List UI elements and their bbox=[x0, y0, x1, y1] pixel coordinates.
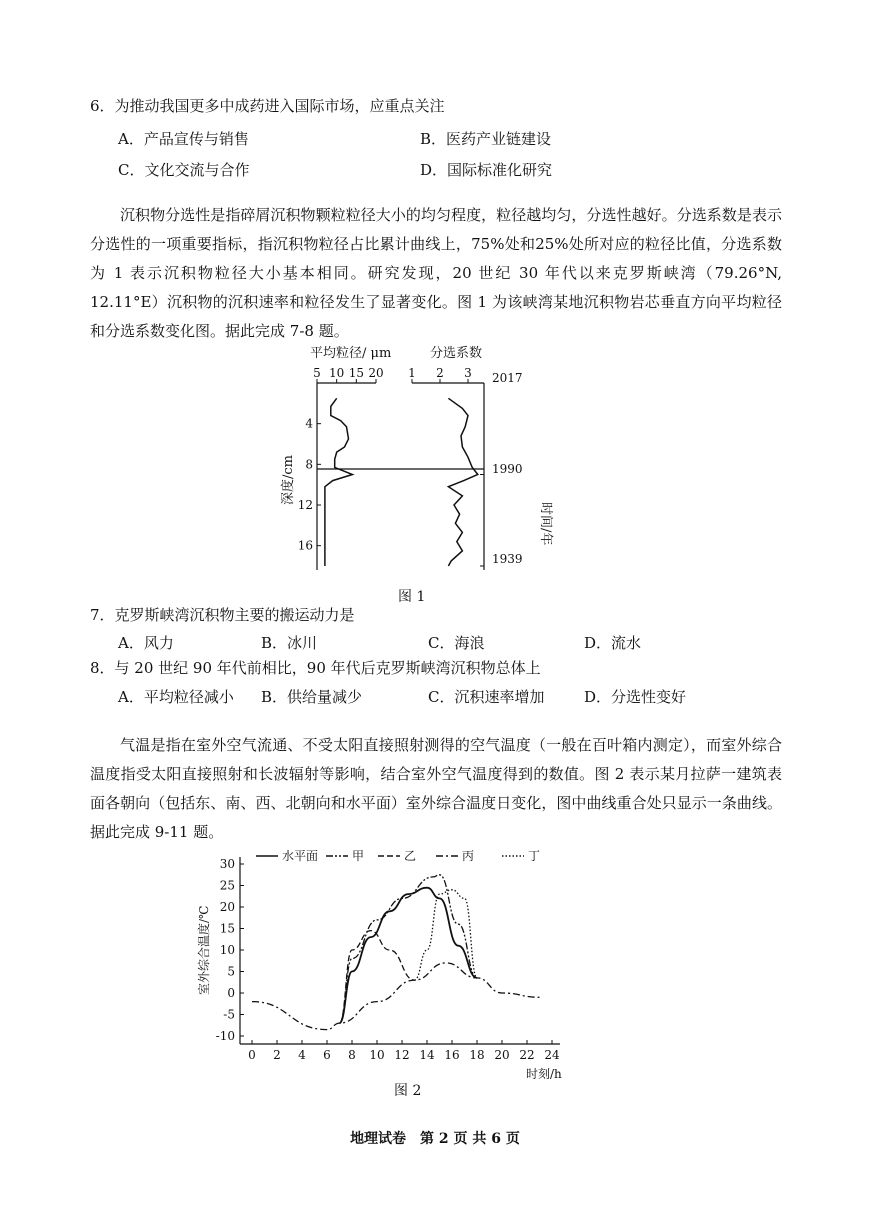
fig1-caption: 图 1 bbox=[398, 589, 426, 605]
fig1-x-tick-label: 15 bbox=[348, 366, 364, 380]
fig1-x-tick-label: 1 bbox=[408, 366, 416, 380]
fig2-series-甲 bbox=[340, 875, 478, 1023]
fig1-right-title: 分选系数 bbox=[430, 346, 483, 361]
fig2-y-tick-label: 0 bbox=[227, 986, 235, 1000]
fig2-x-tick-label: 12 bbox=[394, 1048, 410, 1062]
fig2-x-tick-label: 10 bbox=[369, 1048, 385, 1062]
fig2-legend-label: 乙 bbox=[404, 849, 417, 863]
q6-option-b: B．医药产业链建设 bbox=[420, 130, 552, 148]
fig2-y-tick-label: 20 bbox=[219, 900, 235, 914]
fig2-x-tick-label: 6 bbox=[323, 1048, 331, 1062]
fig2-legend-label: 水平面 bbox=[282, 849, 319, 863]
fig2-y-tick-label: 30 bbox=[219, 857, 235, 871]
figure-1-sediment-core-chart bbox=[270, 340, 560, 580]
fig1-x-tick-label: 3 bbox=[464, 366, 472, 380]
fig2-x-tick-label: 18 bbox=[469, 1048, 485, 1062]
fig1-depth-tick-label: 8 bbox=[305, 457, 313, 472]
fig1-x-tick-label: 10 bbox=[329, 366, 345, 380]
q8-option-c: C．沉积速率增加 bbox=[428, 688, 545, 706]
fig2-x-tick-label: 2 bbox=[273, 1048, 281, 1062]
fig1-x-tick-label: 5 bbox=[313, 366, 321, 380]
fig1-year-1990: 1990 bbox=[492, 462, 523, 476]
fig2-series-丁 bbox=[415, 890, 478, 980]
q8-stem: 8．与 20 世纪 90 年代前相比，90 年代后克罗斯峡湾沉积物总体上 bbox=[90, 659, 541, 677]
fig1-x-tick-label: 2 bbox=[436, 366, 444, 380]
q7-stem: 7．克罗斯峡湾沉积物主要的搬运动力是 bbox=[90, 606, 355, 624]
q6-stem: 6．为推动我国更多中成药进入国际市场，应重点关注 bbox=[90, 97, 445, 115]
fig1-sorting-curve bbox=[448, 398, 477, 566]
passage-sediment: 沉积物分选性是指碎屑沉积物颗粒粒径大小的均匀程度，粒径越均匀，分选性越好。分选系数是表示分选性的一项重要指标，指沉积物粒径占比累计曲线上，75%处和25%处所对应的粒径比值，分选系数为 1 表示沉积物粒径大小基本相同。研究发现，20 世纪 30 年代以来克罗斯峡湾（79.26°N, 12.11°E）沉积物的沉积速率和粒径发生了显著变化。图 1 为该峡湾某地沉积物岩芯垂直方向平均粒径和分选系数变化图。据此完成 7-8 题。 bbox=[90, 206, 782, 340]
fig1-left-title: 平均粒径/ μm bbox=[310, 346, 392, 361]
fig2-y-tick-label: 5 bbox=[227, 964, 235, 979]
fig2-x-tick-label: 8 bbox=[348, 1048, 356, 1062]
fig1-time-label: 时间/年 bbox=[538, 502, 553, 546]
fig1-year-2017: 2017 bbox=[492, 371, 523, 385]
q6-option-d: D．国际标准化研究 bbox=[420, 161, 553, 179]
fig2-y-tick-label: 10 bbox=[219, 943, 235, 957]
fig2-y-tick-label: 25 bbox=[219, 878, 235, 893]
fig2-series-乙 bbox=[340, 931, 415, 1024]
fig2-y-tick-label: -10 bbox=[215, 1029, 235, 1043]
fig2-xlabel: 时刻/h bbox=[526, 1067, 562, 1081]
fig2-x-tick-label: 14 bbox=[419, 1048, 435, 1062]
q6-option-c: C．文化交流与合作 bbox=[118, 161, 250, 179]
fig2-caption: 图 2 bbox=[394, 1083, 422, 1099]
q8-option-d: D．分选性变好 bbox=[584, 688, 687, 706]
figure-2-temperature-chart bbox=[190, 845, 590, 1085]
q7-option-b: B．冰川 bbox=[261, 634, 318, 652]
fig2-x-tick-label: 16 bbox=[444, 1048, 460, 1062]
fig2-legend-label: 甲 bbox=[352, 849, 365, 863]
q7-option-a: A．风力 bbox=[118, 634, 174, 652]
q7-option-d: D．流水 bbox=[584, 634, 642, 652]
fig2-x-tick-label: 0 bbox=[248, 1048, 256, 1062]
q8-option-b: B．供给量减少 bbox=[261, 688, 363, 706]
q6-option-a: A．产品宣传与销售 bbox=[118, 130, 249, 148]
q7-option-c: C．海浪 bbox=[428, 634, 485, 652]
fig2-ylabel: 室外综合温度/℃ bbox=[197, 905, 211, 995]
fig1-x-tick-label: 20 bbox=[368, 366, 384, 380]
fig2-x-tick-label: 22 bbox=[519, 1048, 535, 1062]
fig2-y-tick-label: 15 bbox=[219, 921, 235, 936]
fig2-x-tick-label: 4 bbox=[298, 1048, 306, 1062]
page-footer: 地理试卷 第 2 页 共 6 页 bbox=[350, 1131, 520, 1147]
fig1-depth-label: 深度/cm bbox=[281, 455, 296, 505]
fig1-grain-size-curve bbox=[325, 398, 353, 566]
fig2-x-tick-label: 20 bbox=[494, 1048, 510, 1062]
fig2-legend-label: 丁 bbox=[528, 849, 541, 863]
fig1-depth-tick-label: 12 bbox=[297, 498, 313, 512]
fig1-depth-tick-label: 4 bbox=[305, 416, 313, 431]
fig2-x-tick-label: 24 bbox=[544, 1048, 560, 1062]
fig2-legend-label: 丙 bbox=[462, 849, 475, 863]
fig2-y-tick-label: -5 bbox=[223, 1007, 235, 1022]
fig2-series-丙 bbox=[252, 963, 540, 1030]
fig2-series-水平面 bbox=[340, 888, 478, 1023]
fig1-depth-tick-label: 16 bbox=[297, 538, 313, 553]
passage-temperature: 气温是指在室外空气流通、不受太阳直接照射测得的空气温度（一般在百叶箱内测定），而室外综合温度指受太阳直接照射和长波辐射等影响，结合室外空气温度得到的数值。图 2 表示某月拉萨一建筑表面各朝向（包括东、南、西、北朝向和水平面）室外综合温度日变化，图中曲线重合处只显示一条曲线。据此完成 9-11 题。 bbox=[90, 736, 782, 841]
fig1-year-1939: 1939 bbox=[492, 552, 523, 566]
q8-option-a: A．平均粒径减小 bbox=[118, 688, 234, 706]
